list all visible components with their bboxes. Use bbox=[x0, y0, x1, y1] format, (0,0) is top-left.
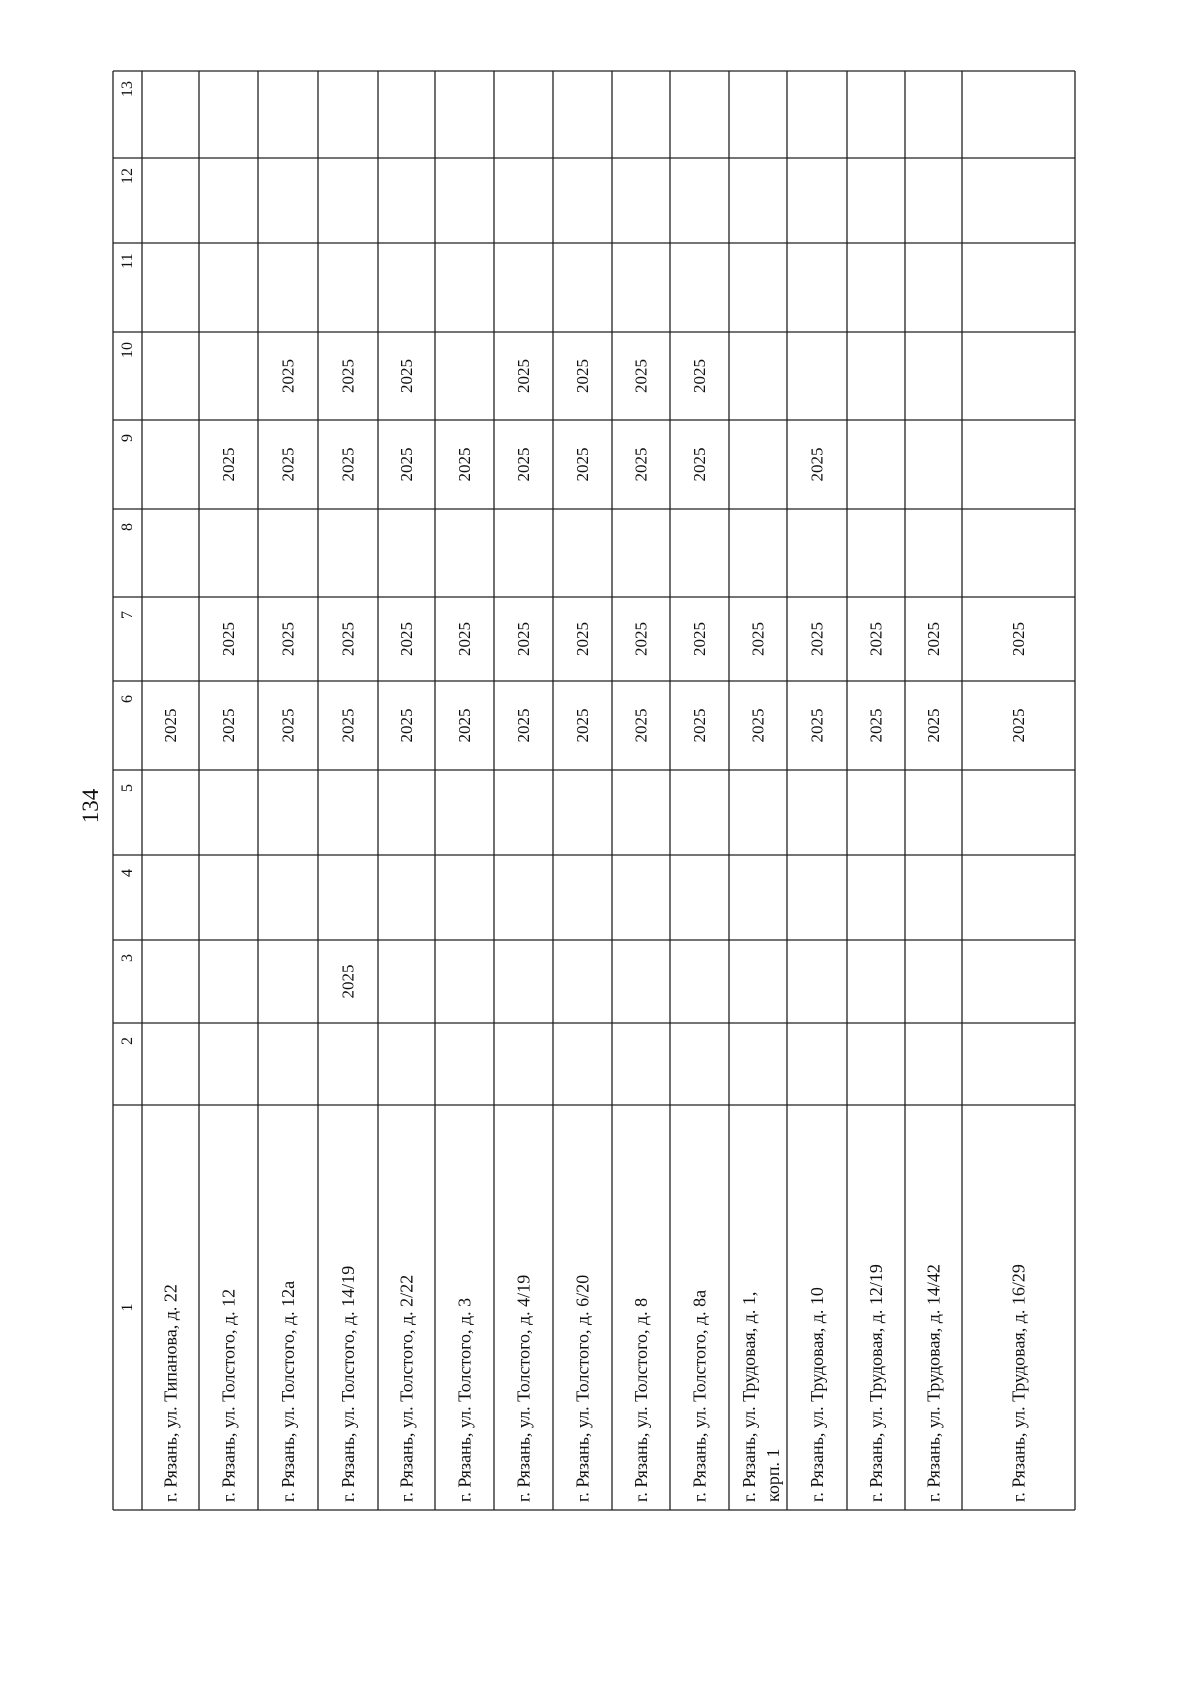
row-address: г. Рязань, ул. Толстого, д. 8 bbox=[631, 1297, 651, 1502]
cell-year: 2025 bbox=[397, 708, 416, 743]
cell-year: 2025 bbox=[748, 622, 768, 656]
column-header-12: 12 bbox=[119, 168, 136, 184]
cell-year: 2025 bbox=[631, 708, 651, 743]
cell-year: 2025 bbox=[690, 622, 709, 656]
column-header-11: 11 bbox=[119, 253, 136, 269]
cell-year: 2025 bbox=[338, 447, 358, 482]
row-address: г. Рязань, ул. Толстого, д. 14/19 bbox=[338, 1265, 358, 1502]
column-header-8: 8 bbox=[119, 523, 136, 531]
cell-year: 2025 bbox=[338, 708, 358, 743]
cell-year: 2025 bbox=[573, 359, 592, 393]
row-address: г. Рязань, ул. Толстого, д. 8а bbox=[689, 1289, 710, 1502]
cell-year: 2025 bbox=[514, 447, 533, 482]
cell-year: 2025 bbox=[690, 708, 709, 743]
cell-year: 2025 bbox=[1009, 708, 1028, 743]
cell-year: 2025 bbox=[455, 708, 474, 743]
cell-year: 2025 bbox=[631, 359, 651, 393]
cell-year: 2025 bbox=[573, 622, 592, 656]
cell-year: 2025 bbox=[866, 708, 886, 743]
row-address: г. Рязань, ул. Трудовая, д. 14/42 bbox=[923, 1264, 944, 1502]
row-address: г. Рязань, ул. Толстого, д. 6/20 bbox=[572, 1274, 593, 1502]
page-number: 134 bbox=[78, 788, 103, 824]
cell-year: 2025 bbox=[278, 708, 298, 743]
row-address: г. Рязань, ул. Трудовая, д. 12/19 bbox=[866, 1264, 886, 1502]
cell-year: 2025 bbox=[631, 447, 651, 482]
cell-year: 2025 bbox=[690, 359, 709, 393]
cell-year: 2025 bbox=[397, 622, 416, 656]
column-header-13: 13 bbox=[119, 81, 136, 97]
cell-year: 2025 bbox=[455, 622, 474, 656]
row-address: г. Рязань, ул. Толстого, д. 4/19 bbox=[513, 1274, 534, 1502]
column-header-1: 1 bbox=[119, 1303, 136, 1312]
row-address: г. Рязань, ул. Толстого, д. 3 bbox=[454, 1297, 475, 1502]
row-address: г. Рязань, ул. Типанова, д. 22 bbox=[160, 1284, 181, 1502]
cell-year: 2025 bbox=[748, 708, 768, 743]
cell-year: 2025 bbox=[514, 622, 533, 656]
cell-year: 2025 bbox=[573, 447, 592, 482]
row-address: г. Рязань, ул. Трудовая, д. 10 bbox=[807, 1287, 827, 1502]
cell-year: 2025 bbox=[338, 622, 358, 656]
row-address-line: г. Рязань, ул. Трудовая, д. 1, bbox=[739, 1291, 759, 1502]
cell-year: 2025 bbox=[924, 708, 943, 743]
column-header-7: 7 bbox=[119, 611, 136, 619]
cell-year: 2025 bbox=[338, 964, 358, 999]
cell-year: 2025 bbox=[631, 622, 651, 656]
cell-year: 2025 bbox=[690, 447, 709, 482]
cell-year: 2025 bbox=[807, 622, 827, 656]
column-header-6: 6 bbox=[119, 695, 136, 703]
cell-year: 2025 bbox=[455, 447, 474, 482]
cell-year: 2025 bbox=[397, 447, 416, 482]
column-header-5: 5 bbox=[119, 784, 136, 792]
row-address: г. Рязань, ул. Толстого, д. 12 bbox=[218, 1288, 239, 1502]
cell-year: 2025 bbox=[278, 622, 298, 656]
cell-year: 2025 bbox=[514, 359, 533, 393]
cell-year: 2025 bbox=[924, 622, 943, 656]
cell-year: 2025 bbox=[807, 447, 827, 482]
column-header-4: 4 bbox=[119, 869, 136, 877]
cell-year: 2025 bbox=[278, 447, 298, 482]
column-header-9: 9 bbox=[119, 434, 136, 442]
cell-year: 2025 bbox=[397, 359, 416, 393]
cell-year: 2025 bbox=[1009, 622, 1028, 656]
column-header-2: 2 bbox=[119, 1037, 136, 1045]
cell-year: 2025 bbox=[278, 359, 298, 393]
column-header-10: 10 bbox=[119, 342, 136, 358]
cell-year: 2025 bbox=[514, 708, 533, 743]
row-address: г. Рязань, ул. Трудовая, д. 16/29 bbox=[1008, 1264, 1029, 1502]
cell-year: 2025 bbox=[807, 708, 827, 743]
cell-year: 2025 bbox=[866, 622, 886, 656]
cell-year: 2025 bbox=[338, 359, 358, 393]
cell-year: 2025 bbox=[219, 708, 238, 743]
row-address: г. Рязань, ул. Толстого, д. 12а bbox=[278, 1280, 298, 1502]
column-header-3: 3 bbox=[119, 954, 136, 962]
cell-year: 2025 bbox=[219, 447, 238, 482]
cell-year: 2025 bbox=[573, 708, 592, 743]
cell-year: 2025 bbox=[161, 708, 180, 743]
cell-year: 2025 bbox=[219, 622, 238, 656]
row-address-line: корп. 1 bbox=[763, 1448, 783, 1502]
row-address: г. Рязань, ул. Толстого, д. 2/22 bbox=[396, 1274, 417, 1502]
